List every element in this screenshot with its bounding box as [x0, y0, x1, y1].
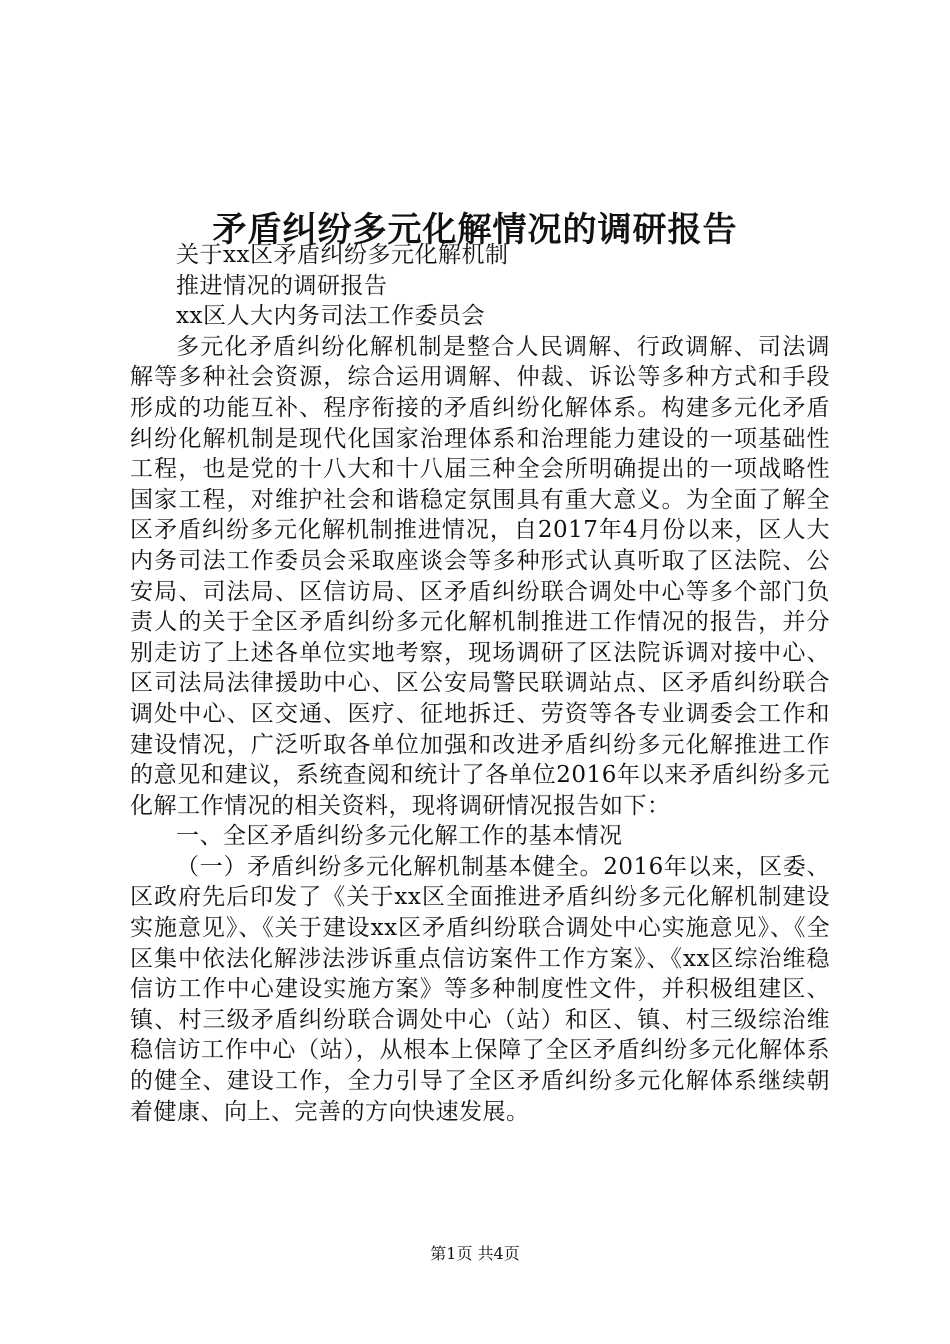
- page-number: 第1页 共4页: [430, 1244, 520, 1263]
- section-heading-1: 一、全区矛盾纠纷多元化解工作的基本情况: [176, 823, 623, 850]
- section-paragraph-1: （一）矛盾纠纷多元化解机制基本健全。2016年以来，区委、区政府先后印发了《关于xx区全面推进矛盾纠纷多元化解机制建设实施意见》、《关于建设xx区矛盾纠纷联合调处中心实施意见》、《全区集中依法化解涉法涉诉重点信访案件工作方案》、《xx区综治维稳信访工作中心建设实施方案》等多种制度性文件，并积极组建区、镇、村三级矛盾纠纷联合调处中心（站）和区、镇、村三级综治维稳信访工作中心（站），从根本上保障了全区矛盾纠纷多元化解体系的健全、建设工作，全力引导了全区矛盾纠纷多元化解体系继续朝着健康、向上、完善的方向快速发展。: [130, 853, 830, 1125]
- subtitle-line-2: 推进情况的调研报告: [176, 272, 388, 299]
- subtitle-line-1: 关于xx区矛盾纠纷多元化解机制: [176, 242, 509, 268]
- document-body: [130, 240, 830, 1127]
- intro-paragraph: 多元化矛盾纠纷化解机制是整合人民调解、行政调解、司法调解等多种社会资源，综合运用调解、仲裁、诉讼等多种方式和手段形成的功能互补、程序衔接的矛盾纠纷化解体系。构建多元化矛盾纠纷化解机制是现代化国家治理体系和治理能力建设的一项基础性工程，也是党的十八大和十八届三种全会所明确提出的一项战略性国家工程，对维护社会和谐稳定氛围具有重大意义。为全面了解全区矛盾纠纷多元化解机制推进情况，自2017年4月份以来，区人大内务司法工作委员会采取座谈会等多种形式认真听取了区法院、公安局、司法局、区信访局、区矛盾纠纷联合调处中心等多个部门负责人的关于全区矛盾纠纷多元化解机制推进工作情况的报告，并分别走访了上述各单位实地考察，现场调研了区法院诉调对接中心、区司法局法律援助中心、区公安局警民联调站点、区矛盾纠纷联合调处中心、区交通、医疗、征地拆迁、劳资等各专业调委会工作和建设情况，广泛听取各单位加强和改进矛盾纠纷多元化解推进工作的意见和建议，系统查阅和统计了各单位2016年以来矛盾纠纷多元化解工作情况的相关资料，现将调研情况报告如下：: [130, 333, 830, 819]
- author-line: xx区人大内务司法工作委员会: [176, 303, 485, 330]
- document-title: 矛盾纠纷多元化解情况的调研报告: [212, 209, 738, 250]
